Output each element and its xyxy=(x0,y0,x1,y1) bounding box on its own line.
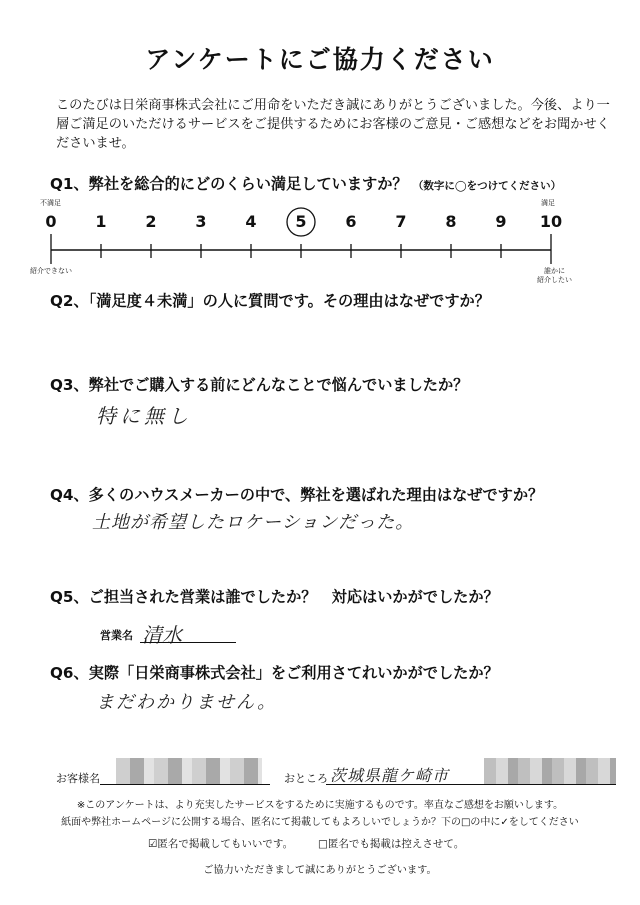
scale-high-top-label: 満足 xyxy=(541,199,555,207)
customer-address-underline xyxy=(326,784,616,785)
q4-label: Q4、多くのハウスメーカーの中で、弊社を選ばれた理由はなぜですか？ xyxy=(50,486,544,504)
scale-number-10[interactable]: 10 xyxy=(539,212,563,231)
q2-label: Q2、「満足度４未満」の人に質問です。その理由はなぜですか？ xyxy=(50,292,490,310)
scale-number-4[interactable]: 4 xyxy=(245,212,257,231)
customer-address-label: おところ xyxy=(284,772,328,785)
footer-note-1: ※このアンケートは、より充実したサービスをするために実施するものです。率直なご感想をお願いします。 xyxy=(76,800,564,811)
survey-title: アンケートにご協力ください xyxy=(145,45,495,74)
q3-answer: 特に無し xyxy=(96,404,192,428)
scale-number-5[interactable]: 5 xyxy=(295,212,307,231)
q6-label: Q6、実際「日栄商事株式会社」をご利用さてれいかがでしたか？ xyxy=(50,664,499,682)
customer-name-redacted xyxy=(116,758,262,784)
q4-answer: 土地が希望したロケーションだった。 xyxy=(92,512,415,533)
selected-score-circle xyxy=(287,208,315,236)
customer-name-underline xyxy=(100,784,270,785)
checkbox-empty-icon[interactable]: □ xyxy=(318,838,328,850)
sales-rep-label: 営業名 xyxy=(100,629,133,642)
scale-number-0[interactable]: 0 xyxy=(45,212,57,231)
consent-option-1[interactable] xyxy=(148,836,293,851)
sales-rep-name: 清水 xyxy=(142,623,182,647)
consent-option-2-label: 匿名でも掲載は控えさせて。 xyxy=(327,838,465,850)
q1-label: Q1、弊社を総合的にどのくらい満足していますか？ xyxy=(50,175,408,193)
scale-number-6[interactable]: 6 xyxy=(345,212,357,231)
scale-number-8[interactable]: 8 xyxy=(445,212,457,231)
scale-number-1[interactable]: 1 xyxy=(95,212,107,231)
scale-number-2[interactable]: 2 xyxy=(145,212,157,231)
sales-rep-underline xyxy=(140,642,236,643)
intro-text: このたびは日栄商事株式会社にご用命をいただき誠にありがとうございました。今後、より一層ご満足のいただけるサービスをご提供するためにお客様のご意見・ご感想などをお聞かせくださいませ。 xyxy=(56,98,610,151)
checkbox-checked-icon[interactable]: ☑ xyxy=(148,838,158,850)
scale-high-bottom-label: 誰かに 紹介したい xyxy=(537,267,572,284)
thanks-message: ご協力いただきまして誠にありがとうございます。 xyxy=(203,865,437,876)
scale-ticks xyxy=(51,234,551,264)
customer-address-value: 茨城県龍ケ崎市 xyxy=(330,766,450,785)
scale-number-7[interactable]: 7 xyxy=(395,212,407,231)
q5-label: Q5、ご担当された営業は誰でしたか？ 対応はいかがでしたか？ xyxy=(50,588,499,606)
scale-low-top-label: 不満足 xyxy=(40,199,61,207)
scale-number-3[interactable]: 3 xyxy=(195,212,207,231)
consent-option-1-label: 匿名で掲載してもいいです。 xyxy=(157,838,294,850)
q1-note: （数字に◯をつけてください） xyxy=(412,180,562,192)
customer-address-redacted xyxy=(484,758,616,784)
consent-option-2[interactable] xyxy=(318,836,464,851)
q3-label: Q3、弊社でご購入する前にどんなことで悩んでいましたか？ xyxy=(50,376,469,394)
scale-number-9[interactable]: 9 xyxy=(495,212,507,231)
customer-name-label: お客様名 xyxy=(56,772,100,785)
q1-question xyxy=(50,173,561,194)
q6-answer: まだわかりません。 xyxy=(96,692,278,713)
scale-low-bottom-label: 紹介できない xyxy=(30,267,72,275)
footer-note-2: 紙面や弊社ホームページに公開する場合、匿名にて掲載してもよろしいでしょうか？下の□の中に✓をしてください xyxy=(61,817,579,828)
